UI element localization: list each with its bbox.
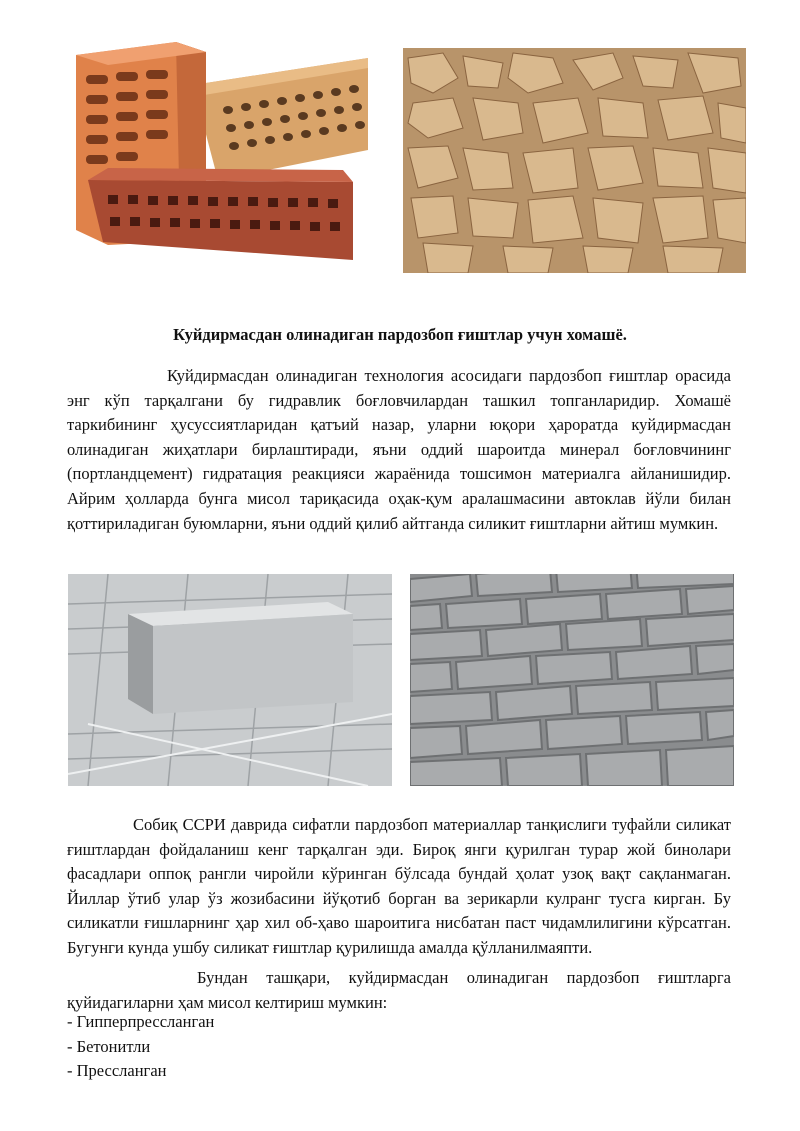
list-item: - Гипперпрессланган bbox=[67, 1012, 215, 1031]
section-title: Куйдирмасдан олинадиган пардозбоп ғиштлар учун хомашё. bbox=[173, 325, 627, 344]
silicate-wall-photo bbox=[410, 574, 734, 786]
clay-photo bbox=[403, 48, 746, 273]
silicate-wall-illustration bbox=[410, 574, 734, 786]
list-item: - Прессланган bbox=[67, 1061, 167, 1081]
bricks-photo bbox=[68, 30, 368, 280]
clay-illustration bbox=[403, 48, 746, 273]
silicate-block-illustration bbox=[68, 574, 392, 786]
list-item: - Бетонитли bbox=[67, 1036, 151, 1056]
paragraph-examples: Бундан ташқари, куйдирмасдан олинадиган пардозбоп ғиштларга қуйидагиларни ҳам мисол келтириш мумкин: bbox=[67, 968, 731, 1012]
brick-types-list bbox=[67, 1010, 214, 1084]
silicate-block-photo bbox=[68, 574, 392, 786]
bricks-illustration bbox=[68, 30, 368, 280]
paragraph-history: Собиқ ССРИ даврида сифатли пардозбоп материаллар танқислиги туфайли силикат ғиштлардан фойдаланиш кенг тарқалган эди. Бироқ янги қурилган турар жой бинолари фасадлари оппоқ рангли чиройли кўринган бўлсада бундай ҳолат узоқ вақт сақланмаган. Йиллар ўтиб улар ўз жозибасини йўқотиб борган ва зерикарли кулранг тусга кирган. Бу силикатли ғишларнинг ҳар хил об-ҳаво шароитига нисбатан паст чидамлилигини кўрсатган. Бугунги кунда ушбу силикат ғиштлар қурилишда амалда қўлланилмаяпти. bbox=[67, 815, 731, 957]
paragraph-intro: Куйдирмасдан олинадиган технология асосидаги пардозбоп ғиштлар орасида энг кўп тарқалгани бу гидравлик боғловчилардан ташкил топганларидир. Хомашё таркибининг ҳусуссиятларидан қатъий назар, уларни юқори ҳароратда куйдирмасдан олинадиган жиҳатлари бирлаштиради, яъни оддий шароитда минерал боғловчининг (портландцемент) гидратация реакцияси жараёнида тошсимон материалга айланишидир. Айрим ҳолларда бунга мисол тариқасида оҳак-қум аралашмасини автоклав йўли билан қоттириладиган буюмларни, яъни оддий қилиб айтганда силикит ғиштларни айтиш мумкин. bbox=[67, 366, 731, 533]
